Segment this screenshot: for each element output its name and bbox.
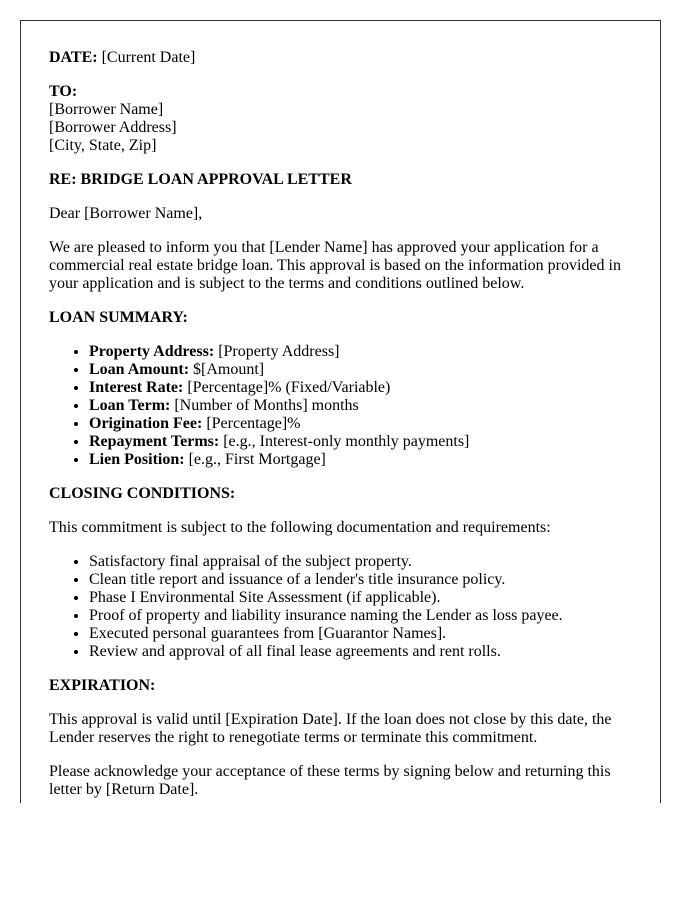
list-item: • Proof of property and liability insurance naming the Lender as loss payee. [89,607,632,625]
list-item: • Interest Rate: [Percentage]% (Fixed/Variable) [89,379,632,397]
list-item: • Executed personal guarantees from [Guarantor Names]. [89,625,632,643]
list-item: • Review and approval of all final lease agreements and rent rolls. [89,643,632,661]
intro-paragraph: We are pleased to inform you that [Lender Name] has approved your application for a commercial real estate bridge loan. This approval is based on the information provided in your application and is subject to the terms and conditions outlined below. [49,239,621,292]
list-item: • Loan Term: [Number of Months] months [89,397,632,415]
subject-line: RE: BRIDGE LOAN APPROVAL LETTER [49,171,352,188]
list-item: • Lien Position: [e.g., First Mortgage] [89,451,632,469]
closing-list [49,553,632,661]
closing-heading: CLOSING CONDITIONS: [49,485,236,502]
salutation: Dear [Borrower Name], [49,205,203,222]
date-line: DATE: [Current Date] [49,49,196,66]
loan-summary-heading: LOAN SUMMARY: [49,309,188,326]
closing-intro: This commitment is subject to the following documentation and requirements: [49,519,551,536]
list-item: • Origination Fee: [Percentage]% [89,415,632,433]
loan-summary-list [49,343,632,469]
list-item: • Repayment Terms: [e.g., Interest-only monthly payments] [89,433,632,451]
list-item: • Loan Amount: $[Amount] [89,361,632,379]
recipient-block: TO: [Borrower Name] [Borrower Address] [City, State, Zip] [49,83,177,154]
letter-page [20,20,661,803]
list-item: • Phase I Environmental Site Assessment (if applicable). [89,589,632,607]
list-item: • Clean title report and issuance of a lender's title insurance policy. [89,571,632,589]
expiration-heading: EXPIRATION: [49,677,156,694]
list-item: • Property Address: [Property Address] [89,343,632,361]
list-item: • Satisfactory final appraisal of the subject property. [89,553,632,571]
expiration-text: This approval is valid until [Expiration Date]. If the loan does not close by this date, the Lender reserves the right to renegotiate terms or terminate this commitment. [49,711,612,746]
acknowledge-text: Please acknowledge your acceptance of these terms by signing below and returning this letter by [Return Date]. [49,763,611,798]
